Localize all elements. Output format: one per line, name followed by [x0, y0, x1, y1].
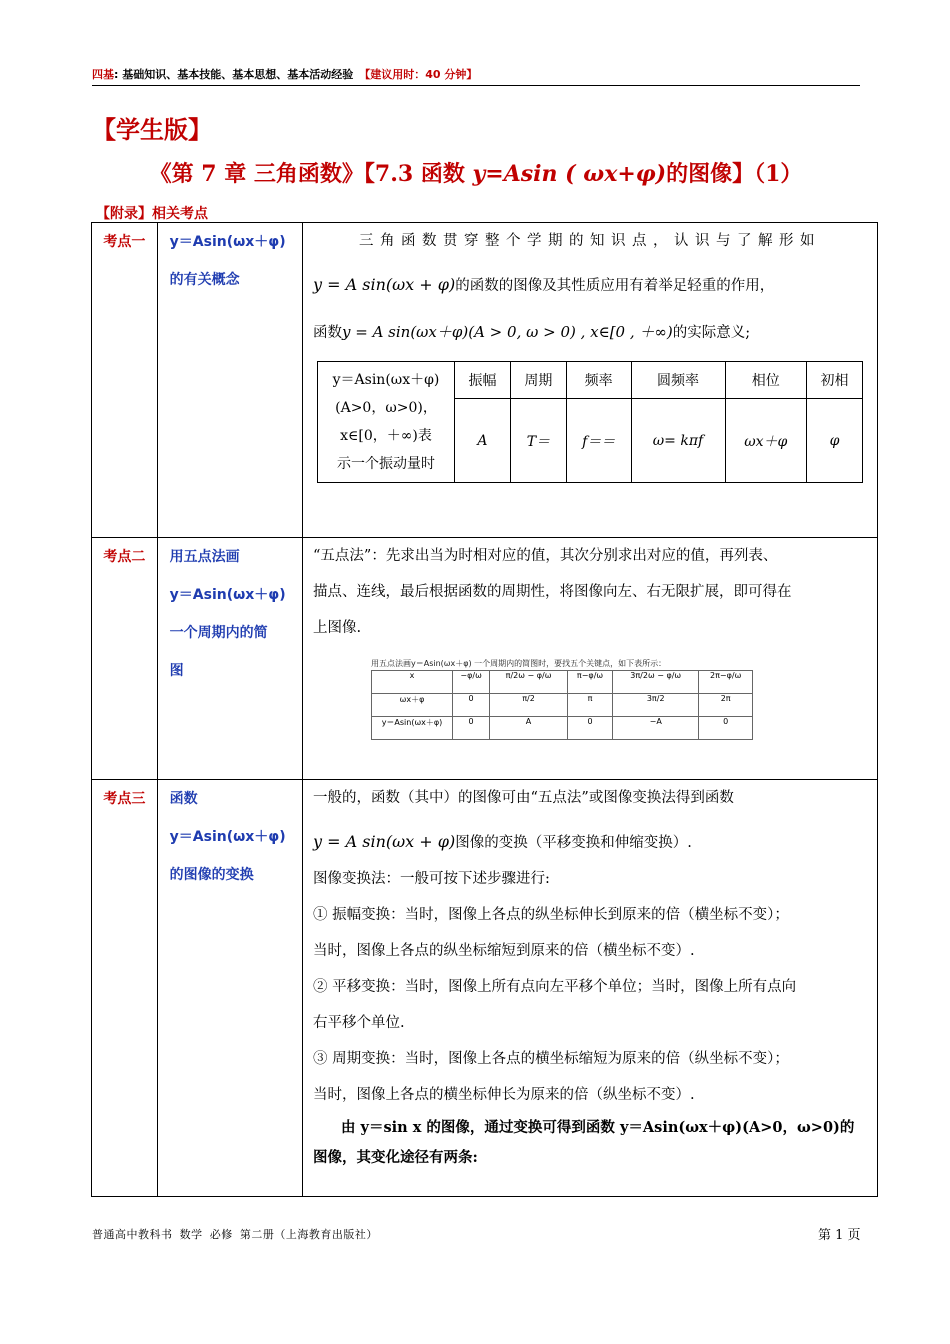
row3-name-line1: 函数 [169, 791, 198, 807]
row3-bold-1: 由 y＝sin x 的图像，通过变换可得到函数 y＝Asin(ωx＋φ)(A>0，ω>0)的 [341, 1119, 855, 1136]
fp-r1c4: π−φ/ω [567, 671, 612, 694]
fp-r3c1: y＝Asin(ωx＋φ) [372, 717, 453, 740]
oscillation-first-body-3: 示一个振动量时 [337, 456, 435, 472]
row1-formula1: y = A sin(ωx + φ) [313, 275, 456, 294]
value-period: T＝ [510, 399, 566, 483]
header-text: : 基础知识、基本技能、基本思想、基本活动经验 [114, 68, 354, 81]
fp-r1c1: x [372, 671, 453, 694]
row1-line3 [313, 314, 863, 351]
page-header [92, 66, 860, 82]
oscillation-first-cell [318, 362, 455, 483]
value-angular-frequency: ω= kπf [631, 399, 725, 483]
row3-line2 [313, 824, 863, 861]
fp-r3c5: −A [613, 717, 699, 740]
header-frequency: 频率 [566, 362, 631, 399]
fp-r2c4: π [567, 694, 612, 717]
five-point-table-image [371, 658, 753, 748]
title-part2: 的图像】（1） [666, 161, 803, 187]
five-point-caption: 用五点法画y＝Asin(ωx＋φ) 一个周期内的简图时，要找五个关键点，如下表所示： [371, 659, 667, 668]
table-row [92, 223, 878, 538]
fp-r2c2: 0 [453, 694, 490, 717]
row3-name-line3: 的图像的变换 [169, 867, 254, 883]
fp-r3c3: A [490, 717, 568, 740]
row1-name-line2: 的有关概念 [169, 272, 240, 288]
row3-step-5: ③ 周期变换：当时，图像上各点的横坐标缩短为原来的倍（纵坐标不变）； [313, 1051, 789, 1067]
row1-name-line1: y＝Asin(ωx＋φ) [169, 234, 286, 250]
row1-prefix2: 函数 [313, 325, 342, 341]
fp-r2c1: ωx＋φ [372, 694, 453, 717]
oscillation-table [317, 361, 863, 483]
row2-name-line2: y＝Asin(ωx＋φ) [169, 587, 286, 603]
row2-key: 考点二 [92, 538, 158, 780]
row1-formula2: y = A sin(ωx＋φ)(A > 0, ω > 0) , x∈[0 , ＋∞) [342, 323, 673, 341]
row2-text-3: 上图像. [313, 620, 362, 636]
fp-r1c6: 2π−φ/ω [699, 671, 753, 694]
fp-r3c6: 0 [699, 717, 753, 740]
row3-after-formula: 图像的变换（平移变换和伸缩变换）. [455, 835, 692, 851]
page-title [92, 157, 860, 188]
fp-r1c5: 3π/2ω − φ/ω [613, 671, 699, 694]
table-row [92, 780, 878, 1197]
fp-r1c3: π/2ω − φ/ω [490, 671, 568, 694]
value-amplitude: A [455, 399, 511, 483]
footer-book: 普通高中教科书 数学 必修 第二册（上海教育出版社） [92, 1228, 378, 1241]
header-initial-phase: 初相 [807, 362, 863, 399]
oscillation-first-body-2: x∈[0，＋∞)表 [340, 428, 432, 444]
row1-intro: 三角函数贯穿整个学期的知识点，认识与了解形如 [359, 233, 821, 249]
row1-after-formula2: 的实际意义; [672, 325, 751, 341]
row1-name [157, 223, 302, 538]
student-version-label: 【学生版】 [92, 116, 212, 144]
row2-name-line1: 用五点法画 [169, 549, 240, 565]
row3-step-6: 当时，图像上各点的横坐标伸长为原来的倍（纵坐标不变）. [313, 1087, 695, 1103]
row3-formula: y = A sin(ωx + φ) [313, 832, 456, 851]
fp-r2c5: 3π/2 [613, 694, 699, 717]
title-part1: 《第 7 章 三角函数》【7.3 函数 [149, 161, 473, 187]
fp-r3c2: 0 [453, 717, 490, 740]
header-phase: 相位 [725, 362, 807, 399]
oscillation-first-header: y＝Asin(ωx＋φ) [332, 372, 440, 388]
five-point-table [371, 670, 753, 740]
row2-text-2: 描点、连线，最后根据函数的周期性，将图像向左、右无限扩展，即可得在 [313, 584, 792, 600]
row3-line1: 一般的，函数（其中）的图像可由“五点法”或图像变换法得到函数 [313, 790, 734, 806]
row2-name-line4: 图 [169, 663, 184, 679]
fp-r3c4: 0 [567, 717, 612, 740]
row3-name-line2: y＝Asin(ωx＋φ) [169, 829, 286, 845]
header-prefix: 四基 [92, 68, 114, 81]
knowledge-table [91, 222, 878, 1197]
fp-r2c6: 2π [699, 694, 753, 717]
table-row [92, 538, 878, 780]
row1-line2 [313, 267, 863, 304]
header-angular-frequency: 圆频率 [631, 362, 725, 399]
row1-after-formula1: 的函数的图像及其性质应用有着举足轻重的作用， [455, 278, 775, 294]
row3-step-3: ② 平移变换：当时，图像上所有点向左平移个单位；当时，图像上所有点向 [313, 979, 797, 995]
header-rule [92, 85, 860, 86]
row2-name-line3: 一个周期内的简 [169, 625, 268, 641]
row3-name [157, 780, 302, 1197]
row3-key: 考点三 [92, 780, 158, 1197]
header-period: 周期 [510, 362, 566, 399]
appendix-label: 【附录】相关考点 [96, 206, 208, 222]
row3-step-1: ① 振幅变换：当时，图像上各点的纵坐标伸长到原来的倍（横坐标不变）； [313, 907, 789, 923]
header-time: 【建议用时：40 分钟】 [359, 68, 478, 81]
row3-step-2: 当时，图像上各点的纵坐标缩短到原来的倍（横坐标不变）. [313, 943, 695, 959]
fp-r1c2: −φ/ω [453, 671, 490, 694]
oscillation-first-body-1: (A>0，ω>0)， [335, 400, 437, 416]
value-initial-phase: φ [807, 399, 863, 483]
title-formula: y=Asin ( ωx+φ) [472, 161, 667, 187]
row3-bold-2: 图像，其变化途径有两条: [313, 1149, 478, 1166]
value-phase: ωx＋φ [725, 399, 807, 483]
row2-text-1: “五点法”：先求出当为时相对应的值，其次分别求出对应的值，再列表、 [313, 548, 778, 564]
footer-page-number: 第 1 页 [818, 1228, 861, 1243]
value-frequency: f＝＝ [566, 399, 631, 483]
header-amplitude: 振幅 [455, 362, 511, 399]
row1-content [303, 223, 878, 538]
row2-name [157, 538, 302, 780]
row3-step-4: 右平移个单位. [313, 1015, 405, 1031]
row3-step-0: 图像变换法：一般可按下述步骤进行: [313, 871, 550, 887]
fp-r2c3: π/2 [490, 694, 568, 717]
row2-content [303, 538, 878, 780]
row3-content [303, 780, 878, 1197]
row1-key: 考点一 [92, 223, 158, 538]
